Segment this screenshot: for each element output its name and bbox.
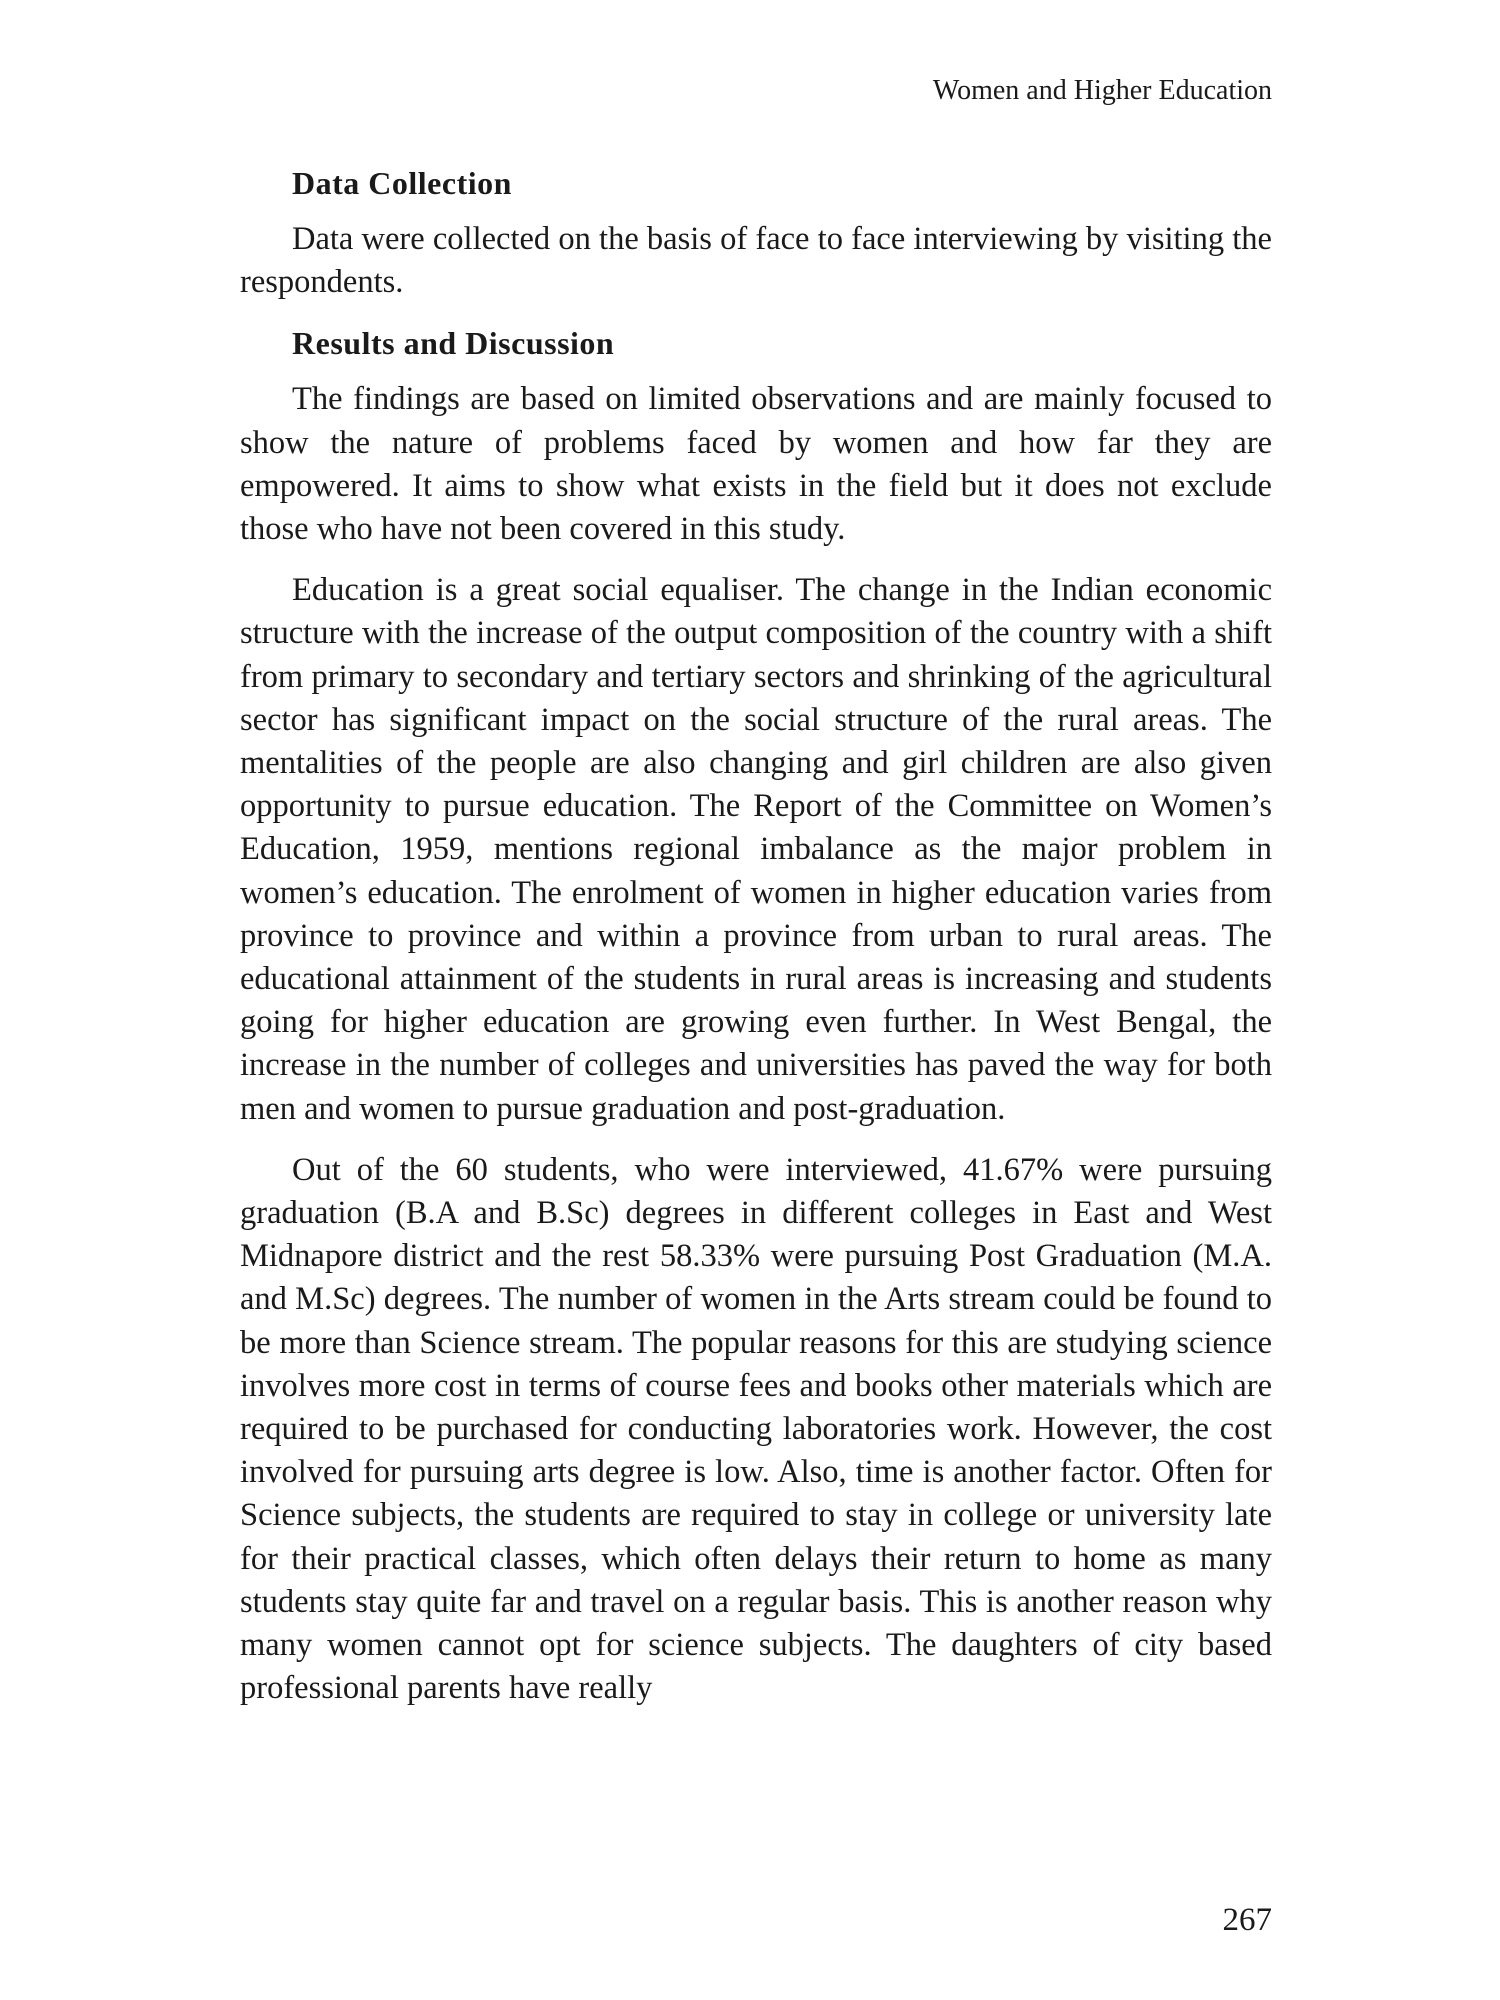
page-number: 267: [1222, 1902, 1272, 1938]
section-heading-data-collection: Data Collection: [292, 165, 512, 201]
running-head: Women and Higher Education: [932, 75, 1272, 106]
page-body: [240, 162, 1272, 1729]
paragraph: Education is a great social equaliser. The change in the Indian economic structure with the increase of the output composition of the country with a shift from primary to secondary and tertiary sectors and shrinking of the agricultural sector has significant impact on the social structure of the rural areas. The mentalities of the people are also changing and girl children are also given opportunity to pursue education. The Report of the Committee on Women’s Education, 1959, mentions regional imbalance as the major problem in women’s education. The enrolment of women in higher education varies from province to province and within a province from urban to rural areas. The educational attainment of the students in rural areas is increasing and students going for higher education are growing even further. In West Bengal, the increase in the number of colleges and universities has paved the way for both men and women to pursue graduation and post-graduation.: [240, 572, 1272, 1127]
paragraph: Out of the 60 students, who were interviewed, 41.67% were pursuing graduation (B.A and B.Sc) degrees in different colleges in East and West Midnapore district and the rest 58.33% were pursuing Post Graduation (M.A. and M.Sc) degrees. The number of women in the Arts stream could be found to be more than Science stream. The popular reasons for this are studying science involves more cost in terms of course fees and books other materials which are required to be purchased for conducting laboratories work. However, the cost involved for pursuing arts degree is low. Also, time is another factor. Often for Science subjects, the students are required to stay in college or university late for their practical classes, which often delays their return to home as many students stay quite far and travel on a regular basis. This is another reason why many women cannot opt for science subjects. The daughters of city based professional parents have really: [240, 1151, 1272, 1707]
book-page: [240, 0, 1272, 2000]
paragraph: The findings are based on limited observations and are mainly focused to show the nature of problems faced by women and how far they are empowered. It aims to show what exists in the field but it does not exclude those who have not been covered in this study.: [240, 381, 1272, 548]
paragraph: Data were collected on the basis of face to face interviewing by visiting the respondents.: [240, 221, 1272, 301]
section-heading-results-discussion: Results and Discussion: [292, 325, 615, 362]
